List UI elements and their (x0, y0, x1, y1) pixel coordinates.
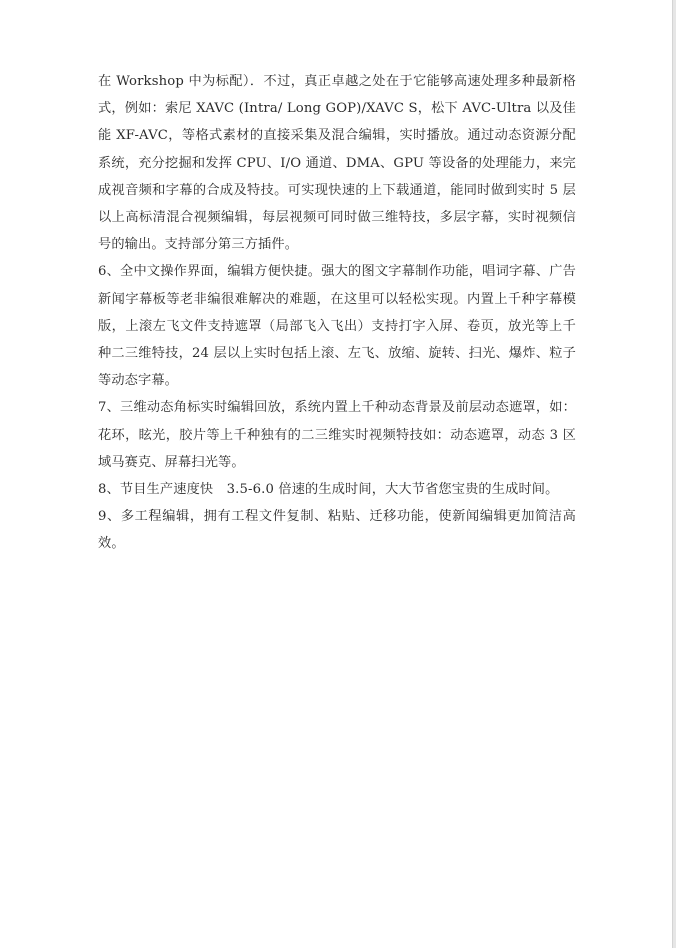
document-body (98, 68, 576, 558)
page-scroll-edge (672, 0, 676, 948)
paragraph-item-9: 9、多工程编辑，拥有工程文件复制、粘贴、迁移功能，使新闻编辑更加简洁高效。 (98, 509, 576, 552)
paragraph-format-support: 在 Workshop 中为标配）．不过，真正卓越之处在于它能够高速处理多种最新格式，例如：索尼 XAVC (Intra/ Long GOP)/XAVC S，松下 AVC-Ultra 以及佳能 XF-AVC，等格式素材的直接采集及混合编辑，实时播放。通过动态资源分配系统，充分挖掘和发挥 CPU、I/O 通道、DMA、GPU 等设备的处理能力，来完成视音频和字幕的合成及特技。可实现快速的上下载通道，能同时做到实时 5 层以上高标清混合视频编辑，每层视频可同时做三维特技，多层字幕，实时视频信号的输出。支持部分第三方插件。 (98, 74, 576, 253)
paragraph-item-7: 7、三维动态角标实时编辑回放，系统内置上千种动态背景及前层动态遮罩，如：花环，眩光，胶片等上千种独有的二三维实时视频特技如：动态遮罩，动态 3 区域马赛克、屏幕扫光等。 (98, 400, 576, 470)
paragraph-item-6: 6、全中文操作界面，编辑方便快捷。强大的图文字幕制作功能，唱词字幕、广告新闻字幕板等老非编很难解决的难题，在这里可以轻松实现。内置上千种字幕模版，上滚左飞文件支持遮罩（局部飞入飞出）支持打字入屏、卷页，放光等上千种二三维特技，24 层以上实时包括上滚、左飞、放缩、旋转、扫光、爆炸、粒子等动态字幕。 (98, 264, 576, 389)
paragraph-item-8: 8、节目生产速度快 3.5-6.0 倍速的生成时间，大大节省您宝贵的生成时间。 (98, 482, 559, 498)
